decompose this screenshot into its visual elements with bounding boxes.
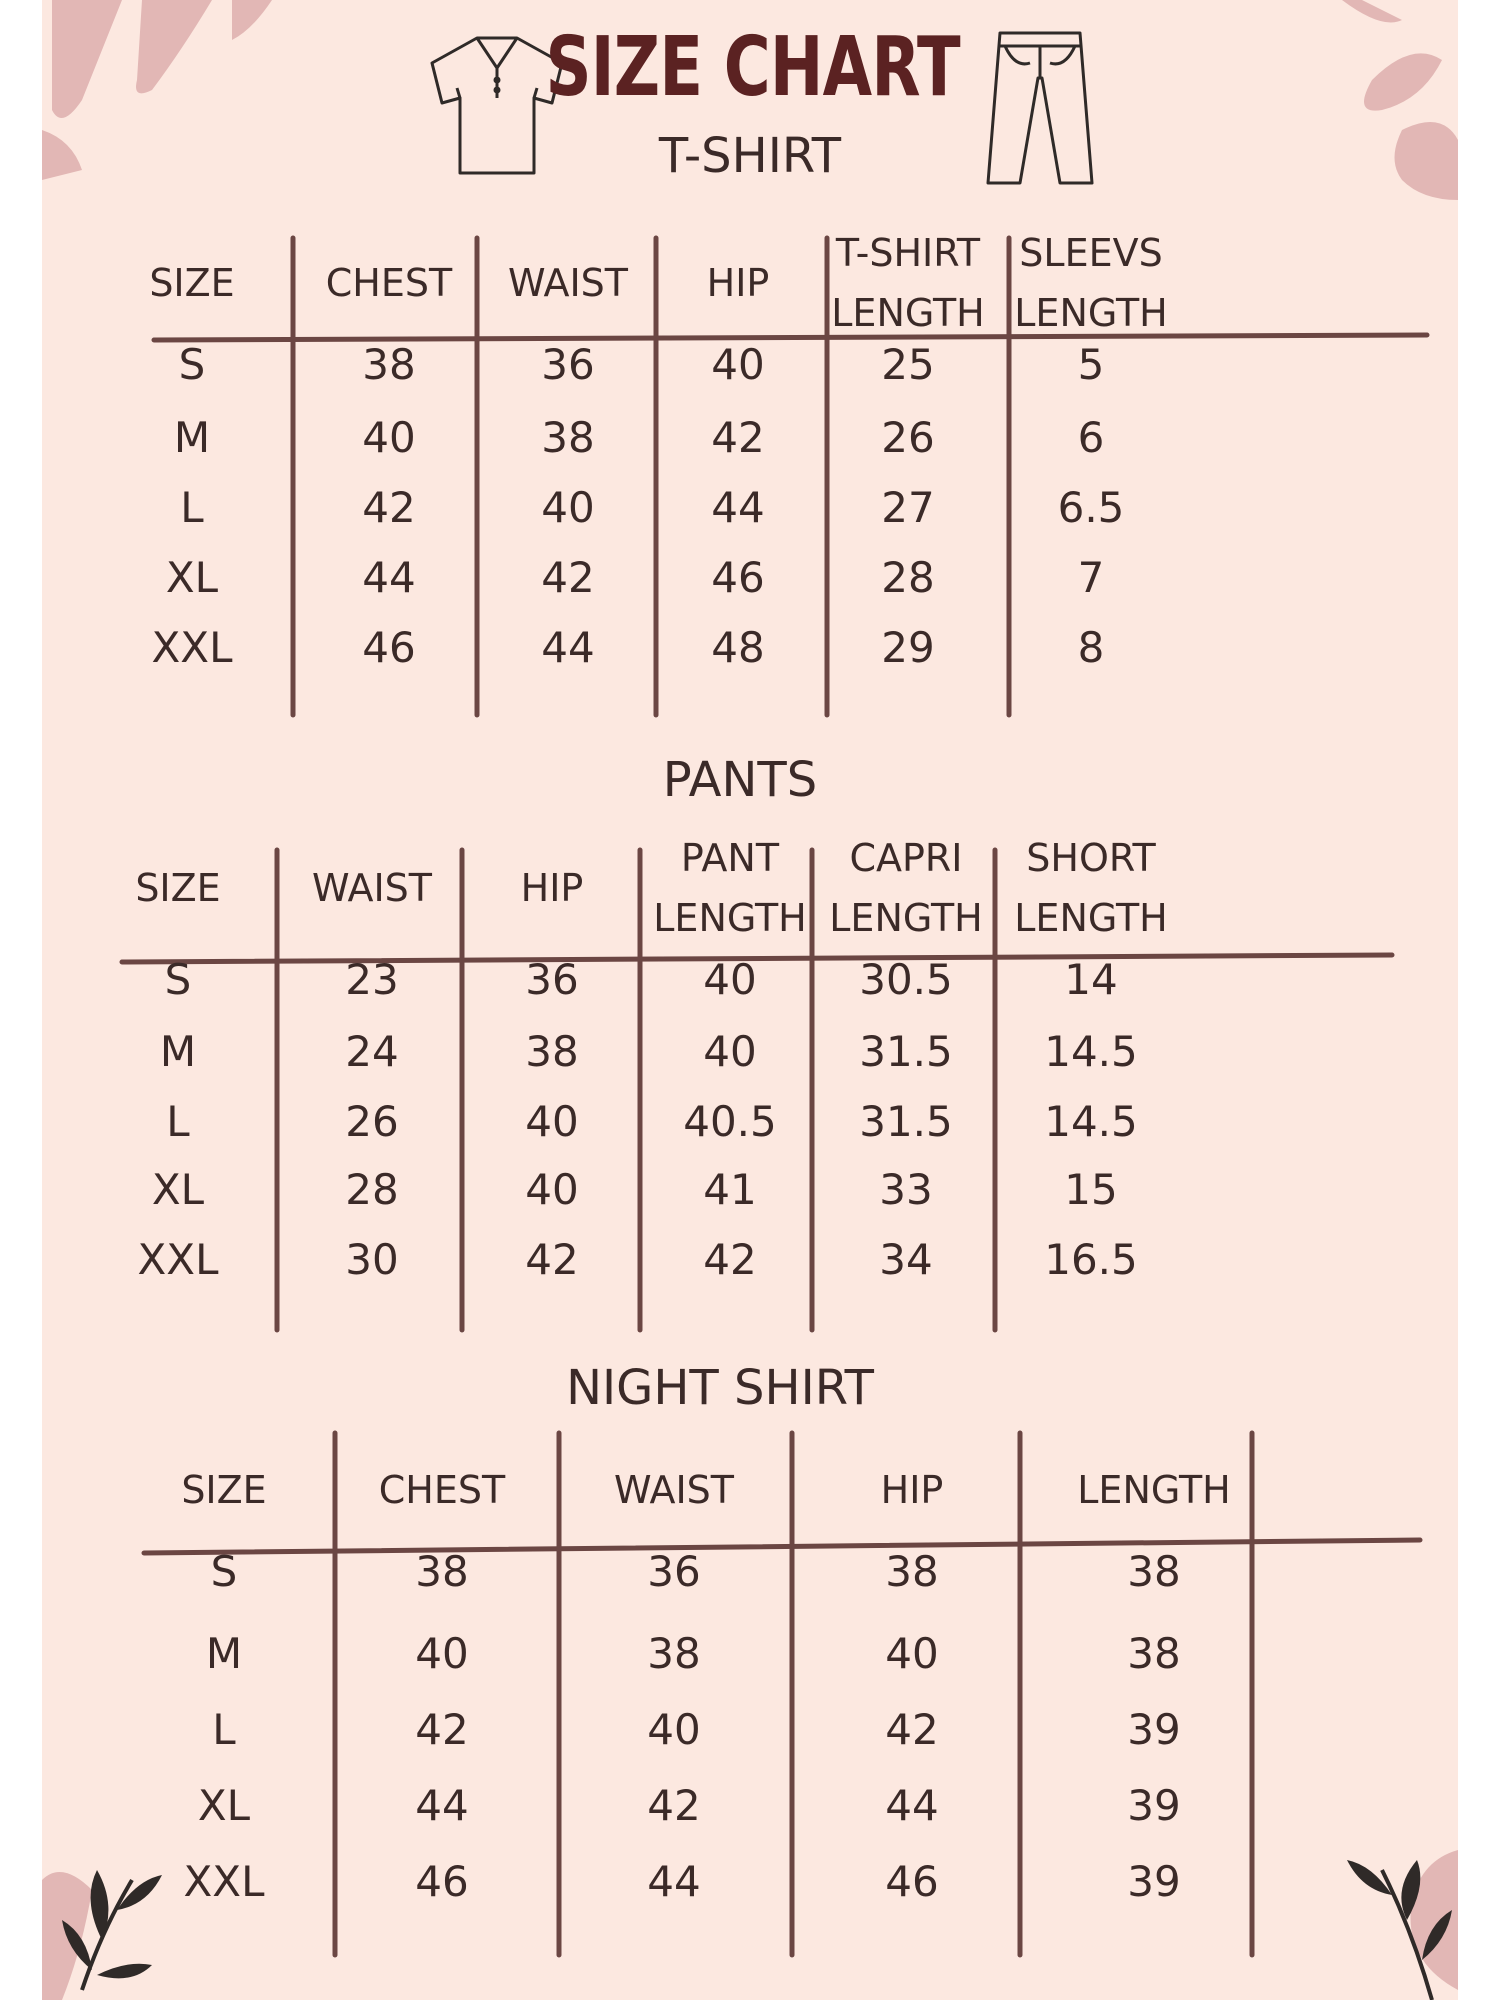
- night-shirt-value-cell: 38: [885, 1547, 939, 1596]
- night-shirt-value-cell: 36: [647, 1547, 701, 1596]
- page-title: SIZE CHART: [545, 20, 960, 115]
- pants-column-header: SIZE: [135, 866, 221, 910]
- pants-value-cell: 30: [345, 1235, 399, 1284]
- pants-value-cell: 30.5: [859, 955, 953, 1004]
- pants-value-cell: 33: [879, 1165, 933, 1214]
- pants-size-cell: XL: [151, 1165, 205, 1214]
- pants-value-cell: 34: [879, 1235, 933, 1284]
- night-shirt-size-cell: S: [210, 1547, 238, 1596]
- night-shirt-value-cell: 38: [647, 1629, 701, 1678]
- tshirt-value-cell: 8: [1077, 623, 1105, 672]
- night-shirt-value-cell: 39: [1127, 1857, 1181, 1906]
- size-chart-page: [42, 0, 1458, 2000]
- night-shirt-value-cell: 42: [647, 1781, 701, 1830]
- night-shirt-value-cell: 44: [647, 1857, 701, 1906]
- night-shirt-value-cell: 46: [415, 1857, 469, 1906]
- pants-column-header: WAIST: [311, 866, 433, 910]
- pants-value-cell: 40.5: [683, 1097, 777, 1146]
- tshirt-column-header: SLEEVS LENGTH: [1014, 231, 1168, 335]
- tshirt-size-cell: L: [180, 483, 204, 532]
- tshirt-value-cell: 38: [541, 413, 595, 462]
- tshirt-column-header: T-SHIRT LENGTH: [831, 231, 985, 335]
- pants-value-cell: 38: [525, 1027, 579, 1076]
- pants-value-cell: 16.5: [1044, 1235, 1138, 1284]
- night-shirt-column-header: CHEST: [378, 1468, 506, 1512]
- pants-column-header: CAPRI LENGTH: [829, 836, 983, 940]
- night-shirt-value-cell: 44: [415, 1781, 469, 1830]
- night-shirt-size-cell: XXL: [183, 1857, 265, 1906]
- pants-value-cell: 41: [703, 1165, 757, 1214]
- night-shirt-size-cell: XL: [197, 1781, 251, 1830]
- pants-value-cell: 23: [345, 955, 399, 1004]
- tshirt-value-cell: 25: [881, 340, 935, 389]
- tshirt-value-cell: 42: [362, 483, 416, 532]
- night-shirt-value-cell: 42: [415, 1705, 469, 1754]
- night-shirt-value-cell: 38: [1127, 1547, 1181, 1596]
- pants-header-divider: [122, 955, 1392, 962]
- tshirt-value-cell: 28: [881, 553, 935, 602]
- pants-value-cell: 26: [345, 1097, 399, 1146]
- tshirt-column-header: SIZE: [149, 261, 235, 305]
- tshirt-value-cell: 44: [711, 483, 765, 532]
- tshirt-size-cell: M: [173, 413, 211, 462]
- pants-value-cell: 14.5: [1044, 1027, 1138, 1076]
- tshirt-header-divider: [154, 335, 1427, 340]
- pants-size-cell: M: [159, 1027, 197, 1076]
- pants-value-cell: 31.5: [859, 1097, 953, 1146]
- tshirt-value-cell: 46: [711, 553, 765, 602]
- tshirt-value-cell: 40: [541, 483, 595, 532]
- pants-column-header: PANT LENGTH: [653, 836, 807, 940]
- tshirt-column-header: WAIST: [507, 261, 629, 305]
- night-shirt-value-cell: 40: [885, 1629, 939, 1678]
- pants-value-cell: 42: [525, 1235, 579, 1284]
- night-shirt-value-cell: 39: [1127, 1705, 1181, 1754]
- tshirt-value-cell: 29: [881, 623, 935, 672]
- tshirt-value-cell: 26: [881, 413, 935, 462]
- pants-section-title: PANTS: [662, 752, 818, 808]
- tshirt-size-cell: S: [178, 340, 206, 389]
- night-shirt-value-cell: 39: [1127, 1781, 1181, 1830]
- pants-value-cell: 40: [525, 1165, 579, 1214]
- night-shirt-value-cell: 38: [1127, 1629, 1181, 1678]
- night-shirt-value-cell: 38: [415, 1547, 469, 1596]
- pants-value-cell: 31.5: [859, 1027, 953, 1076]
- tshirt-value-cell: 44: [362, 553, 416, 602]
- night-shirt-size-cell: M: [205, 1629, 243, 1678]
- tshirt-value-cell: 42: [541, 553, 595, 602]
- pants-value-cell: 14: [1064, 955, 1118, 1004]
- tshirt-value-cell: 44: [541, 623, 595, 672]
- tshirt-value-cell: 40: [711, 340, 765, 389]
- tshirt-value-cell: 6: [1077, 413, 1105, 462]
- night-shirt-value-cell: 40: [647, 1705, 701, 1754]
- pants-value-cell: 40: [703, 1027, 757, 1076]
- pants-value-cell: 14.5: [1044, 1097, 1138, 1146]
- tshirt-size-cell: XXL: [151, 623, 233, 672]
- tshirt-value-cell: 5: [1077, 340, 1105, 389]
- night-shirt-value-cell: 44: [885, 1781, 939, 1830]
- night-shirt-value-cell: 46: [885, 1857, 939, 1906]
- pants-value-cell: 40: [525, 1097, 579, 1146]
- tshirt-value-cell: 36: [541, 340, 595, 389]
- tshirt-value-cell: 7: [1077, 553, 1105, 602]
- tshirt-column-header: CHEST: [325, 261, 453, 305]
- pants-value-cell: 40: [703, 955, 757, 1004]
- pants-value-cell: 15: [1064, 1165, 1118, 1214]
- night-shirt-column-header: HIP: [880, 1468, 944, 1512]
- tshirt-value-cell: 40: [362, 413, 416, 462]
- tshirt-value-cell: 38: [362, 340, 416, 389]
- tshirt-size-cell: XL: [165, 553, 219, 602]
- pants-size-cell: S: [164, 955, 192, 1004]
- pants-column-header: SHORT LENGTH: [1014, 836, 1168, 940]
- tshirt-value-cell: 27: [881, 483, 935, 532]
- tshirt-column-header: HIP: [706, 261, 770, 305]
- tshirt-value-cell: 42: [711, 413, 765, 462]
- night-shirt-column-header: LENGTH: [1077, 1468, 1231, 1512]
- night-shirt-column-header: WAIST: [613, 1468, 735, 1512]
- night-shirt-size-cell: L: [212, 1705, 236, 1754]
- pants-value-cell: 42: [703, 1235, 757, 1284]
- pants-size-cell: XXL: [137, 1235, 219, 1284]
- pants-size-cell: L: [166, 1097, 190, 1146]
- pants-value-cell: 24: [345, 1027, 399, 1076]
- night-shirt-value-cell: 40: [415, 1629, 469, 1678]
- pants-column-header: HIP: [520, 866, 584, 910]
- tshirt-value-cell: 46: [362, 623, 416, 672]
- tshirt-value-cell: 6.5: [1057, 483, 1125, 532]
- pants-value-cell: 28: [345, 1165, 399, 1214]
- tshirt-value-cell: 48: [711, 623, 765, 672]
- pants-value-cell: 36: [525, 955, 579, 1004]
- tshirt-section-title: T-SHIRT: [658, 128, 842, 184]
- night-shirt-section-title: NIGHT SHIRT: [566, 1360, 874, 1416]
- night-shirt-column-header: SIZE: [181, 1468, 267, 1512]
- night-shirt-value-cell: 42: [885, 1705, 939, 1754]
